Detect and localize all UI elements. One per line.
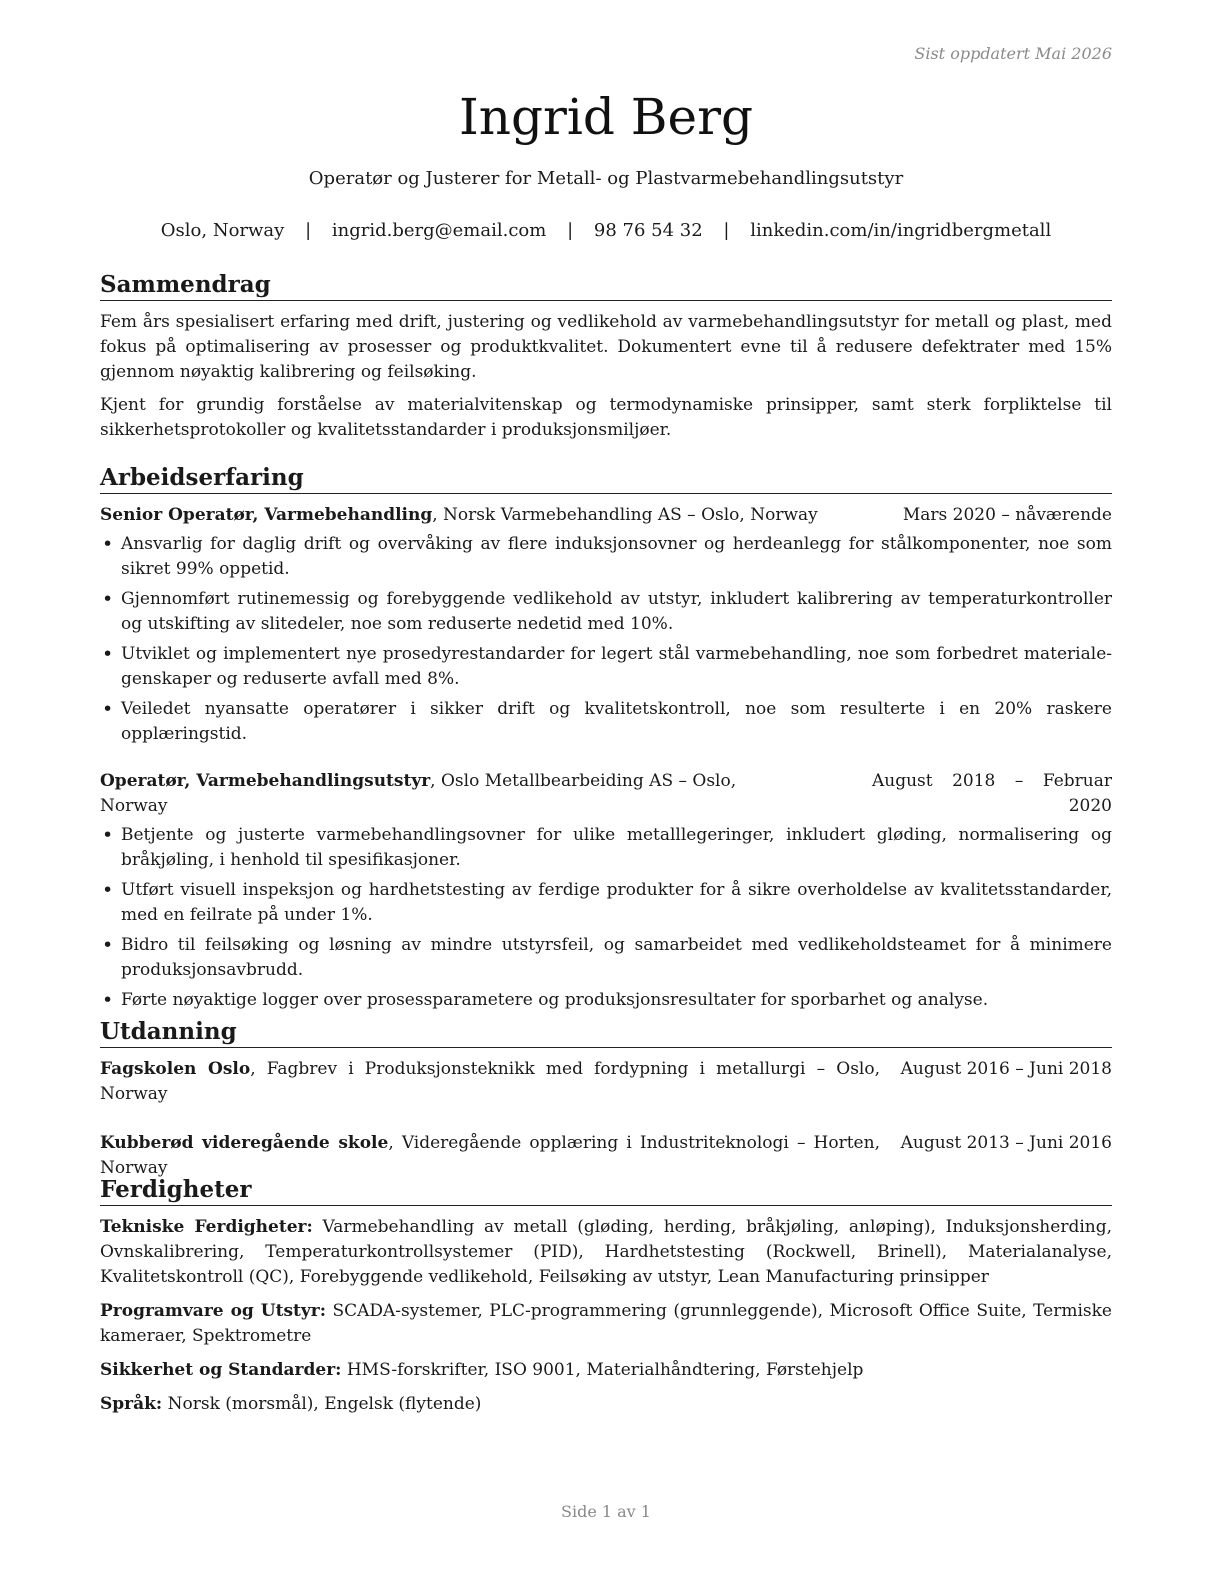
skill-label: Språk: xyxy=(100,1394,163,1414)
page-number: Side 1 av 1 xyxy=(561,1502,651,1521)
education-detail: , Fagbrev i Produksjonsteknikk med fordypning i metallurgi – Oslo, Norway xyxy=(100,1059,881,1104)
contact-separator: | xyxy=(723,220,730,241)
candidate-headline: Operatør og Justerer for Metall- og Plastvarmebehandlingsutstyr xyxy=(308,168,904,189)
contact-separator: | xyxy=(567,220,574,241)
education-detail: , Videregående opplæring i Industriteknologi – Horten, Norway xyxy=(100,1133,880,1178)
education-dates: August 2016 – Juni 2018 xyxy=(900,1059,1112,1079)
job-title-line xyxy=(100,503,818,528)
education-entry xyxy=(100,1057,1112,1107)
job-entry xyxy=(100,769,1112,1013)
job-header xyxy=(100,503,1112,528)
section-title: Ferdigheter xyxy=(100,1176,1112,1206)
bullet-item: • Førte nøyaktige logger over prosessparametere og produksjonsresultater for sporbarhet og analyse. xyxy=(100,988,1112,1013)
job-company: , Oslo Metallbearbeiding AS – Oslo, Norway xyxy=(100,771,737,816)
education-school: Kubberød videregående skole xyxy=(100,1133,389,1153)
skill-text: SCADA-systemer, PLC-programmering (grunnleggende), Microsoft Office Suite, Termiske kameraer, Spektrometre xyxy=(100,1301,1112,1346)
education-title-line xyxy=(100,1057,880,1107)
summary-paragraph: Kjent for grundig forståelse av materialvitenskap og termodynamiske prinsipper, samt sterk forpliktelse til sikkerhetsprotokoller og kvalitetsstandarder i produksjonsmiljøer. xyxy=(100,395,1112,440)
contact-separator: | xyxy=(305,220,312,241)
job-title-line xyxy=(100,769,800,819)
education-title-line xyxy=(100,1131,880,1181)
skill-group xyxy=(100,1392,1112,1417)
education-section xyxy=(100,1018,1112,1181)
education-school: Fagskolen Oslo xyxy=(100,1059,251,1079)
section-title: Arbeidserfaring xyxy=(100,464,1112,494)
job-role: Senior Operatør, Varmebehandling xyxy=(100,505,433,525)
bullet-item: • Bidro til feilsøking og løsning av mindre utstyrsfeil, og samarbeidet med vedlikeholdsteamet for å minimere produksjonsavbrudd. xyxy=(100,933,1112,983)
section-title: Sammendrag xyxy=(100,271,1112,301)
summary-paragraph: Fem års spesialisert erfaring med drift, justering og vedlikehold av varmebehandlingsutstyr for metall og plast, med fokus på optimalisering av prosesser og produktkvalitet. Dokumentert evne til å redusere defektrater med 15% gjennom nøyaktig kalibrering og feilsøking. xyxy=(100,312,1112,382)
contact-phone: 98 76 54 32 xyxy=(593,220,703,241)
bullet-item: • Gjennomført rutinemessig og forebyggende vedlikehold av utstyr, inkludert kalibrering av temperaturkontroller og utskifting av slitedeler, noe som reduserte nedetid med 10%. xyxy=(100,587,1112,637)
job-role: Operatør, Varmebehandlingsutstyr xyxy=(100,771,431,791)
bullet-item: • Betjente og justerte varmebehandlingsovner for ulike metalllegeringer, inkludert gløding, normalisering og bråkjøling, i henhold til spesifikasjoner. xyxy=(100,823,1112,873)
skill-text: Varmebehandling av metall (gløding, herding, bråkjøling, anløping), Induksjonsherding, Ovnskalibrering, Temperaturkontrollsystemer (PID), Hardhetstesting (Rockwell, Brinell), Materialanalyse, Kvalitetskontroll (QC), Forebyggende vedlikehold, Feilsøking av utstyr, Lean Manufacturing prinsipper xyxy=(100,1217,1112,1287)
job-bullets xyxy=(100,823,1112,1013)
education-dates: August 2013 – Juni 2016 xyxy=(900,1133,1112,1153)
contact-email-link[interactable]: ingrid.berg@email.com xyxy=(331,220,547,241)
skills-section xyxy=(100,1176,1112,1426)
resume-page xyxy=(100,0,1112,1584)
job-dates: Mars 2020 – nåværende xyxy=(902,505,1112,525)
skill-label: Sikkerhet og Standarder: xyxy=(100,1360,342,1380)
contact-location: Oslo, Norway xyxy=(160,220,285,241)
skill-label: Tekniske Ferdigheter: xyxy=(100,1217,313,1237)
education-entry xyxy=(100,1131,1112,1181)
bullet-item: • Veiledet nyansatte operatører i sikker drift og kvalitetskontroll, noe som resulterte i en 20% raskere opplæringstid. xyxy=(100,697,1112,747)
skill-label: Programvare og Utstyr: xyxy=(100,1301,326,1321)
bullet-item: • Utført visuell inspeksjon og hardhetstesting av ferdige produkter for å sikre overholdelse av kvalitetsstandarder, med en feilrate på under 1%. xyxy=(100,878,1112,928)
skill-group xyxy=(100,1358,1112,1383)
job-dates: August 2018 – Februar 2020 xyxy=(872,771,1112,816)
job-bullets xyxy=(100,532,1112,747)
contact-linkedin-link[interactable]: linkedin.com/in/ingridbergmetall xyxy=(750,220,1052,241)
candidate-name: Ingrid Berg xyxy=(459,88,753,146)
bullet-item: • Utviklet og implementert nye prosedyrestandarder for legert stål varmebehandling, noe som forbedret materialegenskaper og reduserte avfall med 8%. xyxy=(100,642,1112,692)
skill-text: Norsk (morsmål), Engelsk (flytende) xyxy=(162,1394,482,1414)
bullet-item: • Ansvarlig for daglig drift og overvåking av flere induksjonsovner og herdeanlegg for stålkomponenter, noe som sikret 99% oppetid. xyxy=(100,532,1112,582)
job-company: , Norsk Varmebehandling AS – Oslo, Norway xyxy=(432,505,818,525)
skill-group xyxy=(100,1215,1112,1290)
job-header xyxy=(100,769,1112,819)
last-updated-note: Sist oppdatert Mai 2026 xyxy=(914,44,1112,63)
job-entry xyxy=(100,503,1112,747)
section-title: Utdanning xyxy=(100,1018,1112,1048)
skill-group xyxy=(100,1299,1112,1349)
skill-text: HMS-forskrifter, ISO 9001, Materialhåndtering, Førstehjelp xyxy=(341,1360,864,1380)
summary-section xyxy=(100,271,1112,451)
contact-line xyxy=(100,219,1112,243)
experience-section xyxy=(100,464,1112,1018)
